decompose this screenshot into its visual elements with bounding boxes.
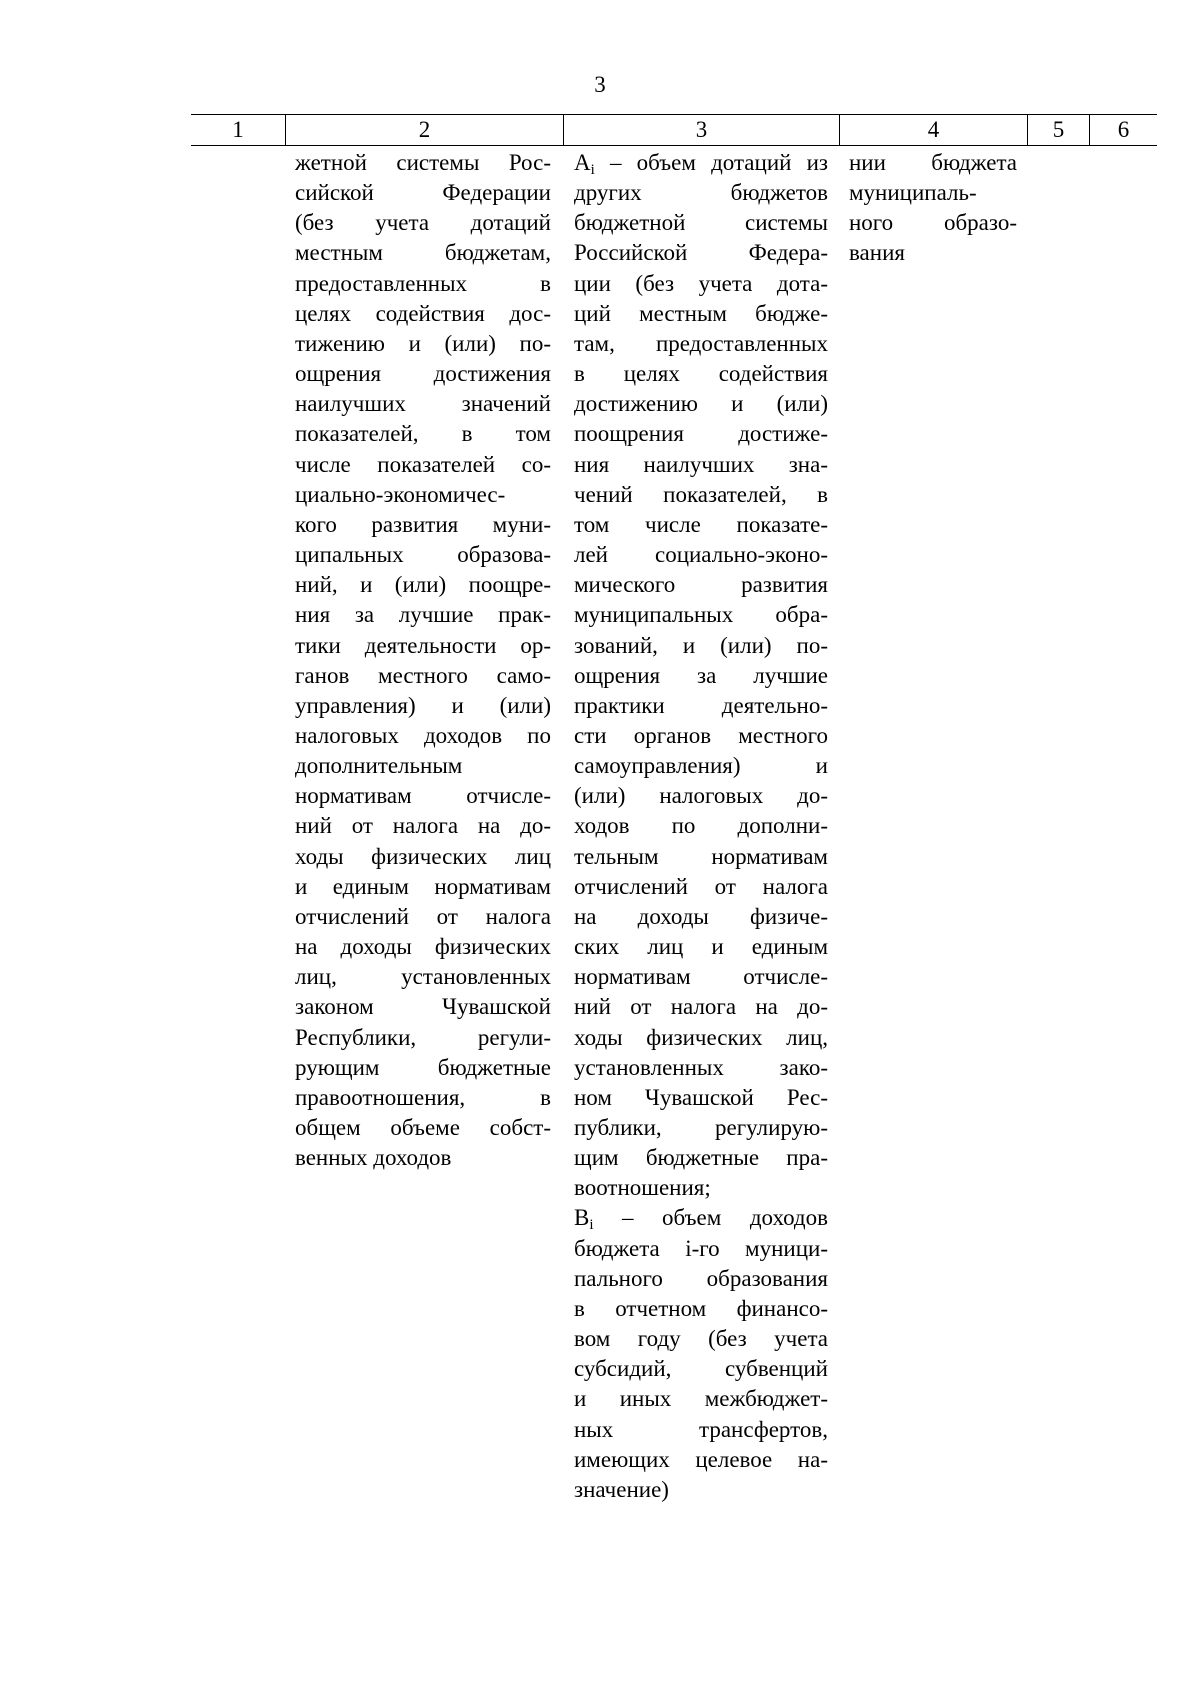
col3-b-text-line: субсидий, субвенций xyxy=(574,1356,828,1382)
col2-text-line: числе показателей со- xyxy=(295,451,551,477)
col3-text-line: ощрения за лучшие xyxy=(574,662,828,688)
header-cell-4: 4 xyxy=(839,115,1027,145)
b-subscript: i xyxy=(589,1217,594,1234)
col4-text-line: вания xyxy=(849,240,905,266)
col3-text-line: в целях содействия xyxy=(574,361,828,387)
header-cell-1: 1 xyxy=(232,117,244,142)
col3-b-text-line: вом году (без учета xyxy=(574,1326,828,1352)
col3-text-line: Российской Федера- xyxy=(574,240,828,266)
col3-text-line: других бюджетов xyxy=(574,180,828,206)
col4-text-line: муниципаль- xyxy=(849,180,977,206)
col3-text-line: воотношения; xyxy=(574,1175,711,1201)
col3-b-text-line: бюджета i-го муници- xyxy=(574,1235,828,1261)
col2-text-line: предоставленных в xyxy=(295,270,551,296)
col2-text-line: и единым нормативам xyxy=(295,873,551,899)
col2-text-line: сийской Федерации xyxy=(295,180,551,206)
col2-text-line: ний от налога на до- xyxy=(295,813,551,839)
col2-text-line: ходы физических лиц xyxy=(295,843,551,869)
col3-text-line: бюджетной системы xyxy=(574,210,828,236)
col3-text-line: щим бюджетные пра- xyxy=(574,1145,828,1171)
col2-text-line: циально-экономичес- xyxy=(295,481,506,507)
col2-text-line: кого развития муни- xyxy=(295,511,551,537)
b-symbol: B xyxy=(574,1205,590,1231)
col3-text-line: ходы физических лиц, xyxy=(574,1024,828,1050)
col2-text-line: рующим бюджетные xyxy=(295,1054,551,1080)
header-cell-3: 3 xyxy=(563,115,839,145)
col2-text-line: управления) и (или) xyxy=(295,692,551,718)
col2-text-line: нормативам отчисле- xyxy=(295,783,551,809)
col3-b-text-line: ных трансфертов, xyxy=(574,1416,828,1442)
col2-text-line: венных доходов xyxy=(295,1145,452,1171)
col3-text-line: ном Чувашской Рес- xyxy=(574,1084,828,1110)
col2-text-line: Республики, регули- xyxy=(295,1024,551,1050)
col2-text-line: ния за лучшие прак- xyxy=(295,602,551,628)
column-3-text xyxy=(574,148,828,1505)
col2-text-line: правоотношения, в xyxy=(295,1084,551,1110)
col2-text-line: отчислений от налога xyxy=(295,903,551,929)
col3-text-line: отчислений от налога xyxy=(574,873,828,899)
col2-text-line: наилучших значений xyxy=(295,391,551,417)
table-header-row xyxy=(191,114,1157,146)
col3-text-line: зований, и (или) по- xyxy=(574,632,828,658)
col3-text-line: ции (без учета дота- xyxy=(574,270,828,296)
col2-text-line: целях содействия дос- xyxy=(295,300,551,326)
col3-text-line: том числе показате- xyxy=(574,511,828,537)
col3-line-b xyxy=(574,1203,828,1233)
col2-text-line: ганов местного само- xyxy=(295,662,551,688)
col3-text-line: нормативам отчисле- xyxy=(574,964,828,990)
header-cell-5: 5 xyxy=(1027,115,1089,145)
col2-text-line: (без учета дотаций xyxy=(295,210,551,236)
document-table xyxy=(191,114,1157,1502)
col2-text-line: местным бюджетам, xyxy=(295,240,551,266)
col3-text-line: ходов по дополни- xyxy=(574,813,828,839)
b-definition-start: – объем доходов xyxy=(593,1205,828,1231)
col3-b-text-line: в отчетном финансо- xyxy=(574,1295,828,1321)
col2-text-line: тики деятельности ор- xyxy=(295,632,551,658)
col3-text-line: установленных зако- xyxy=(574,1054,828,1080)
col3-b-text-line: пального образования xyxy=(574,1265,828,1291)
col3-text-line: на доходы физиче- xyxy=(574,903,828,929)
col3-text-line: сти органов местного xyxy=(574,722,828,748)
col3-text-line: мического развития xyxy=(574,572,828,598)
col2-text-line: жетной системы Рос- xyxy=(295,150,551,175)
col3-text-line: публики, регулирую- xyxy=(574,1115,828,1140)
col2-text-line: законом Чувашской xyxy=(295,994,551,1020)
col3-b-text-line: и иных межбюджет- xyxy=(574,1386,828,1412)
col3-text-line: практики деятельно- xyxy=(574,692,828,718)
col3-line-a xyxy=(574,148,828,178)
a-subscript: i xyxy=(590,162,595,178)
column-2-text xyxy=(295,148,551,1173)
col3-text-line: тельным нормативам xyxy=(574,843,828,869)
col3-b-text-line: значение) xyxy=(574,1476,669,1502)
col3-text-line: ских лиц и единым xyxy=(574,934,828,960)
col2-text-line: тижению и (или) по- xyxy=(295,330,551,356)
col2-text-line: налоговых доходов по xyxy=(295,722,551,748)
col2-text-line: ципальных образова- xyxy=(295,542,551,568)
col3-text-line: ций местным бюдже- xyxy=(574,300,828,326)
col2-text-line: общем объеме собст- xyxy=(295,1115,551,1140)
col3-text-line: муниципальных обра- xyxy=(574,602,828,628)
col2-text-line: лиц, установленных xyxy=(295,964,551,990)
col2-text-line: дополнительным xyxy=(295,753,463,779)
header-cell-6: 6 xyxy=(1089,115,1157,145)
col3-text-line: поощрения достиже- xyxy=(574,421,828,447)
a-definition-start: – объем дотаций из xyxy=(594,150,828,175)
a-symbol: A xyxy=(574,150,591,175)
col2-text-line: ощрения достижения xyxy=(295,361,551,387)
col3-text-line: чений показателей, в xyxy=(574,481,828,507)
col3-b-text-line: имеющих целевое на- xyxy=(574,1446,828,1472)
col2-text-line: ний, и (или) поощре- xyxy=(295,572,551,598)
col3-text-line: там, предоставленных xyxy=(574,330,828,356)
col3-text-line: ния наилучших зна- xyxy=(574,451,828,477)
col3-text-line: ний от налога на до- xyxy=(574,994,828,1020)
col4-text-line: нии бюджета xyxy=(849,150,1017,175)
page-number: 3 xyxy=(594,72,606,97)
column-4-text xyxy=(849,148,1017,269)
header-cell-2: 2 xyxy=(285,115,563,145)
col3-text-line: лей социально-эконо- xyxy=(574,542,828,568)
col3-text-line: самоуправления) и xyxy=(574,753,828,779)
col2-text-line: на доходы физических xyxy=(295,934,551,960)
col4-text-line: ного образо- xyxy=(849,210,1017,236)
col2-text-line: показателей, в том xyxy=(295,421,551,447)
col3-text-line: (или) налоговых до- xyxy=(574,783,828,809)
col3-text-line: достижению и (или) xyxy=(574,391,828,417)
